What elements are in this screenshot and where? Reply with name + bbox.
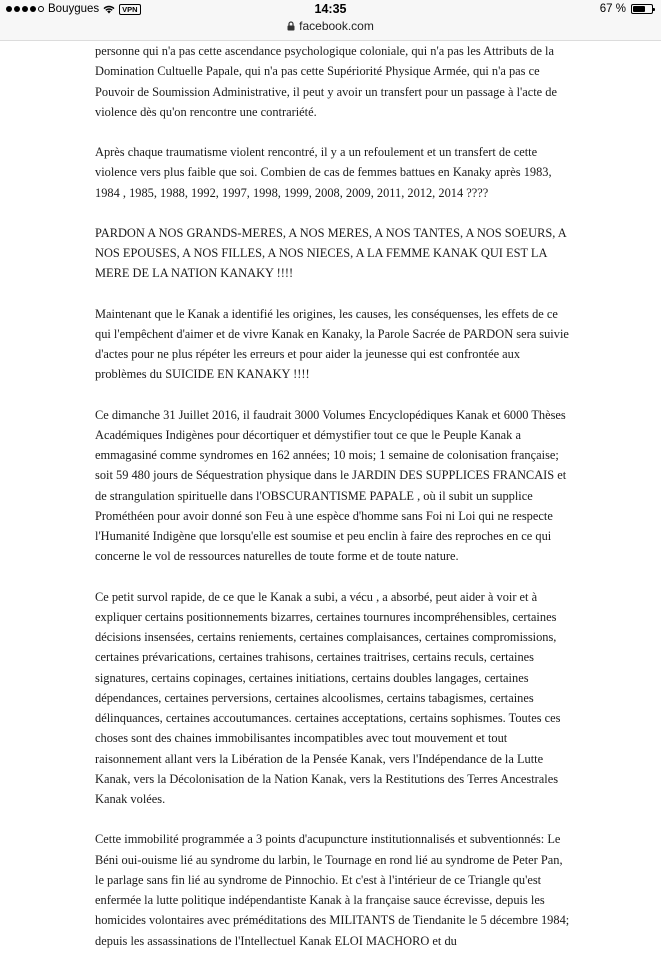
status-right <box>600 3 653 15</box>
paragraph: Après chaque traumatisme violent rencontré, il y a un refoulement et un transfert de cette violence vers plus faible que soi. Combien de cas de femmes battues en Kanaky après 1983, 1984 , 1985, 1988, 1992, 1997, 1998, 1999, 2008, 2009, 2011, 2012, 2014 ???? <box>95 145 552 200</box>
article-body <box>95 41 570 971</box>
battery-level <box>633 6 645 12</box>
url-text[interactable]: facebook.com <box>299 19 374 33</box>
paragraph: Ce dimanche 31 Juillet 2016, il faudrait 3000 Volumes Encyclopédiques Kanak et 6000 Thèses Académiques Indigènes pour décortiquer et démystifier tout ce que le Peuple Kanak a emmagasiné comme syndromes en 162 années; 10 mois; 1 semaine de colonisation française; soit 59 480 jours de Séquestration physique dans le JARDIN DES SUPPLICES FRANCAIS et de strangulation spirituelle dans l'OBSCURANTISME PAPALE , où il subit un supplice Prométhéen pour avoir donné son Feu à une espèce d'homme sans Foi ni Loi qui ne respecte l'Humanité Indigène que lorsqu'elle est soumise et peu enclin à faire des reproches en ce qui concerne le vol de ressources naturelles de toute forme et de toute nature. <box>95 407 567 564</box>
status-time: 14:35 <box>314 2 347 16</box>
paragraph: Maintenant que le Kanak a identifié les origines, les causes, les conséquenses, les effets de ce qui l'empêchent d'aimer et de vivre Kanak en Kanaky, la Parole Sacrée de PARDON sera suivie d'actes pour ne plus répéter les erreurs et pour aider la jeunesse qui est confrontée aux problèmes du SUICIDE EN KANAKY !!!! <box>95 306 569 382</box>
paragraph: PARDON A NOS GRANDS-MERES, A NOS MERES, A NOS TANTES, A NOS SOEURS, A NOS EPOUSES, A NOS FILLES, A NOS NIECES, A LA FEMME KANAK QUI EST LA MERE DE LA NATION KANAKY !!!! <box>95 225 567 281</box>
paragraph: personne qui n'a pas cette ascendance psychologique coloniale, qui n'a pas les Attributs de la Domination Cultuelle Papale, qui n'a pas cette Supériorité Physique Armée, qui n'a pas ce Pouvoir de Soumission Administrative, il peut y avoir un transfert pour un passage à l'acte de violence dès qu'on rencontre une contrariété. <box>95 44 557 119</box>
address-bar[interactable] <box>0 19 661 33</box>
status-bar <box>0 0 661 41</box>
lock-icon <box>287 21 295 31</box>
battery-percent: 67 % <box>599 3 626 15</box>
paragraph: Cette immobilité programmée a 3 points d'acupuncture institutionnalisés et subventionnés: Le Béni oui-ouisme lié au syndrome du larbin, le Tournage en rond lié au syndrome de Peter Pan, le parlage sans fin lié au syndrome de Pinnochio. Et c'est à l'intérieur de ce Triangle qu'est enfermée la lutte politique indépendantiste Kanak à la française sauce écrevisse, depuis les homicides volontaires avec préméditations des MILITANTS de Tiendanite le 5 décembre 1984; depuis les assassinations de l'Intellectuel Kanak ELOI MACHORO et du <box>95 832 570 948</box>
battery-icon <box>631 4 653 14</box>
vpn-badge: VPN <box>119 4 140 15</box>
paragraph: Ce petit survol rapide, de ce que le Kanak a subi, a vécu , a absorbé, peut aider à voir et à expliquer certains positionnements bizarres, certaines tournures incompréhensibles, certaines décisions insensées, certains reniements, certaines complaisances, certaines compromissions, certaines prévarications, certaines trahisons, certaines traitrises, certains reculs, certaines signatures, certains copinages, certaines initiations, certains doubles langages, certaines dépendances, certaines perversions, certaines alcoolismes, certains tabagismes, certaines délinquances, certaines accoutumances. certaines acceptations, certains sophismes. Toutes ces choses sont des chaines immobilisantes incompatibles avec tout mouvement et tout raisonnement allant vers la Libération de la Pensée Kanak, vers l'Indépendance de la Lutte Kanak, vers la Décolonisation de la Nation Kanak, vers la Restitutions des Terres Ancestrales Kanak volées. <box>95 589 561 806</box>
carrier-name: Bouygues <box>48 3 100 15</box>
